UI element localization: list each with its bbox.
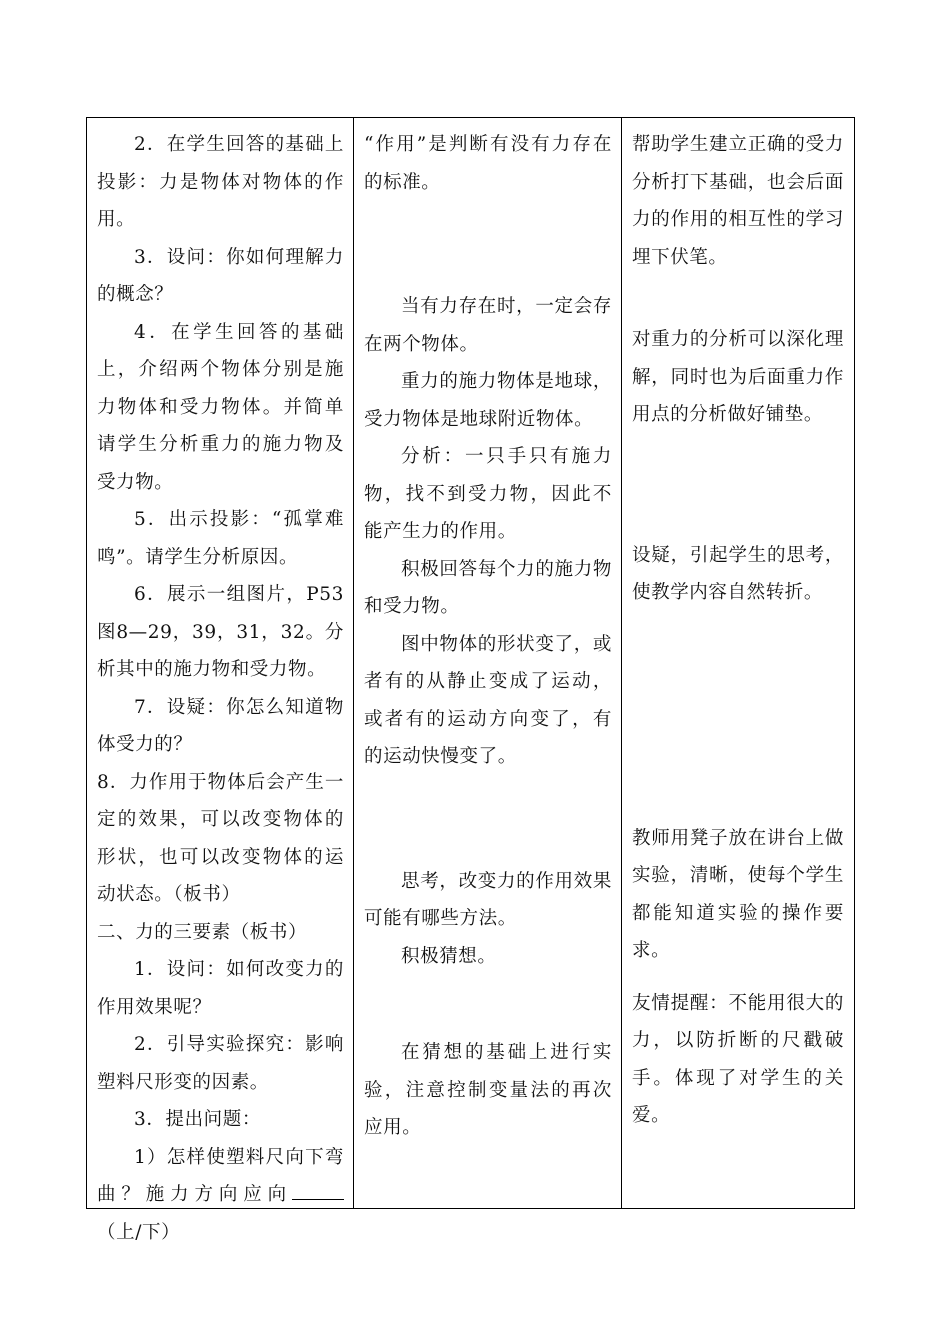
- paragraph: 6．展示一组图片，P53图8—29，39，31，32。分析其中的施力物和受力物。: [97, 584, 344, 680]
- lesson-table: [86, 117, 855, 1243]
- paragraph: 2．在学生回答的基础上投影：力是物体对物体的作用。: [97, 134, 344, 230]
- paragraph: 7．设疑：你怎么知道物体受力的？: [97, 696, 344, 755]
- question-text: 1）怎样使塑料尺向下弯曲？施力方向应向: [97, 1146, 344, 1205]
- paragraph: “作用”是判断有没有力存在的标准。: [364, 134, 612, 193]
- teacher-activity-column: [87, 118, 354, 1243]
- paragraph: 积极猜想。: [401, 945, 497, 967]
- paragraph: 友情提醒：不能用很大的力，以防折断的尺戳破手。体现了对学生的关爱。: [632, 992, 844, 1126]
- question-options: （上/下）: [97, 1221, 181, 1243]
- question-paragraph: [97, 1139, 344, 1252]
- paragraph: 分析：一只手只有施力物，找不到受力物，因此不能产生力的作用。: [364, 446, 612, 542]
- fill-blank: [292, 1198, 344, 1200]
- paragraph: 2．引导实验探究：影响塑料尺形变的因素。: [97, 1034, 344, 1093]
- paragraph: 设疑，引起学生的思考，使教学内容自然转折。: [632, 544, 844, 603]
- paragraph: 3．设问：你如何理解力的概念？: [97, 246, 344, 305]
- paragraph: 教师用凳子放在讲台上做实验，清晰，使每个学生都能知道实验的操作要求。: [632, 827, 844, 961]
- paragraph: 思考，改变力的作用效果可能有哪些方法。: [364, 870, 612, 929]
- paragraph: 在猜想的基础上进行实验，注意控制变量法的再次应用。: [364, 1042, 612, 1138]
- paragraph: 当有力存在时，一定会存在两个物体。: [364, 296, 612, 355]
- paragraph: 积极回答每个力的施力物和受力物。: [364, 558, 612, 617]
- paragraph: 图中物体的形状变了，或者有的从静止变成了运动，或者有的运动方向变了，有的运动快慢变了。: [364, 633, 612, 767]
- section-heading: 二、力的三要素（板书）: [97, 921, 308, 943]
- paragraph: 1．设问：如何改变力的作用效果呢？: [97, 959, 344, 1018]
- paragraph: 5．出示投影：“孤掌难鸣”。请学生分析原因。: [97, 509, 344, 568]
- paragraph: 8．力作用于物体后会产生一定的效果，可以改变物体的形状，也可以改变物体的运动状态。（板书）: [97, 771, 344, 905]
- paragraph: 4．在学生回答的基础上，介绍两个物体分别是施力物体和受力物体。并简单请学生分析重力的施力物及受力物。: [97, 321, 344, 493]
- student-activity-column: [354, 118, 622, 1208]
- paragraph: 重力的施力物体是地球，受力物体是地球附近物体。: [364, 371, 612, 430]
- paragraph: 对重力的分析可以深化理解，同时也为后面重力作用点的分析做好铺垫。: [632, 329, 844, 425]
- paragraph: 3．提出问题：: [134, 1109, 261, 1130]
- design-intent-column: [622, 118, 854, 1208]
- paragraph: 帮助学生建立正确的受力分析打下基础，也会后面力的作用的相互性的学习埋下伏笔。: [632, 134, 844, 268]
